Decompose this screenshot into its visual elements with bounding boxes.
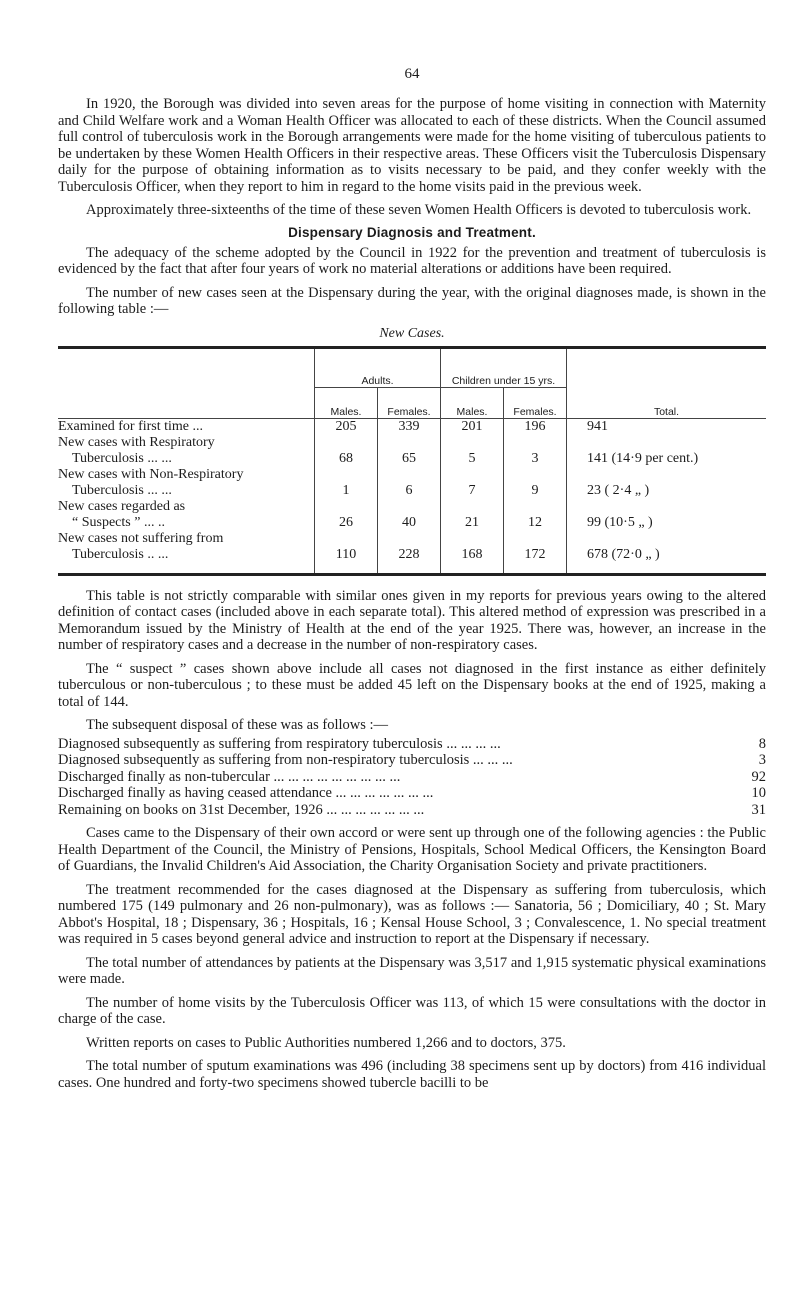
cell-total: 678 (72·0 „ ) bbox=[567, 531, 767, 575]
table-row bbox=[58, 419, 766, 435]
table-row bbox=[58, 531, 766, 575]
paragraph: The total number of sputum examinations was 496 (including 38 specimens sent up by doctors) from 416 individual cases. One hundred and forty-two specimens showed tubercle bacilli to be bbox=[58, 1058, 766, 1091]
cell-adult-females: 228 bbox=[378, 531, 441, 575]
row-dots: ... bbox=[192, 418, 204, 434]
cell-child-females: 196 bbox=[504, 419, 567, 435]
list-item-label: Diagnosed subsequently as suffering from non-respiratory tuberculosis ... ... ... bbox=[58, 752, 513, 768]
section-heading: Dispensary Diagnosis and Treatment. bbox=[288, 224, 536, 240]
cell-adult-females: 65 bbox=[378, 435, 441, 467]
list-item-label: Diagnosed subsequently as suffering from respiratory tuberculosis ... ... ... ... bbox=[58, 735, 501, 752]
cell-child-males: 201 bbox=[441, 419, 504, 435]
list-item bbox=[58, 785, 766, 802]
table-row bbox=[58, 499, 766, 531]
list-item-value: 3 bbox=[758, 752, 766, 768]
closing-section bbox=[58, 825, 766, 1091]
header-child-males: Males. bbox=[441, 387, 504, 418]
cell-adult-males: 26 bbox=[315, 499, 378, 531]
row-dots: ... ... bbox=[147, 482, 172, 498]
cell-adult-females: 6 bbox=[378, 467, 441, 499]
intro-section bbox=[58, 96, 766, 219]
paragraph: The adequacy of the scheme adopted by the Council in 1922 for the prevention and treatment of tuberculosis is evidenced by the fact that after four years of work no material alterations or additions have been required. bbox=[58, 244, 766, 277]
row-label-cont: “ Suspects ” bbox=[72, 514, 141, 530]
row-label-cont: Tuberculosis bbox=[72, 450, 144, 466]
cell-adult-males: 68 bbox=[315, 435, 378, 467]
cell-adult-females: 339 bbox=[378, 419, 441, 435]
cell-child-females: 172 bbox=[504, 531, 567, 575]
new-cases-table bbox=[58, 346, 766, 576]
list-item-value: 31 bbox=[751, 801, 766, 818]
cell-adult-males: 1 bbox=[315, 467, 378, 499]
cell-child-females: 9 bbox=[504, 467, 567, 499]
table-row bbox=[58, 435, 766, 467]
list-item-value: 10 bbox=[751, 785, 766, 801]
table-caption: New Cases. bbox=[379, 325, 445, 341]
row-label: Examined for first time bbox=[58, 418, 190, 434]
list-item bbox=[58, 752, 766, 769]
row-label: New cases regarded as bbox=[58, 498, 186, 514]
cell-total: 23 ( 2·4 „ ) bbox=[567, 467, 767, 499]
after-table-section bbox=[58, 588, 766, 734]
cell-child-females: 3 bbox=[504, 435, 567, 467]
disposal-list bbox=[58, 736, 766, 819]
cell-child-males: 168 bbox=[441, 531, 504, 575]
paragraph: The “ suspect ” cases shown above include all cases not diagnosed in the first instance as either definitely tuberculous or non-tuberculous ; to these must be added 45 left on the Dispensary books at the end of 1925, making a total of 144. bbox=[58, 660, 766, 710]
paragraph: In 1920, the Borough was divided into seven areas for the purpose of home visiting in connection with Maternity and Child Welfare work and a Woman Health Officer was allocated to each of these districts. When the Council assumed full control of tuberculosis work in the Borough arrangements were made for the home visiting of tuberculous patients to be undertaken by these Women Health Officers in their respective areas. These Officers visit the Tuberculosis Dispensary daily for the purpose of obtaining information as to visits necessary to be paid, and they confer weekly with the Tuberculosis Officer, when they report to him in regard to the home visits paid in the previous week. bbox=[58, 96, 766, 195]
paragraph: The subsequent disposal of these was as follows :— bbox=[86, 717, 389, 733]
row-label-cont: Tuberculosis bbox=[72, 482, 144, 498]
header-children: Children under 15 yrs. bbox=[441, 347, 567, 387]
cell-total: 141 (14·9 per cent.) bbox=[567, 435, 767, 467]
paragraph: The number of new cases seen at the Dispensary during the year, with the original diagnoses made, is shown in the following table :— bbox=[58, 284, 766, 317]
page-number: 64 bbox=[404, 66, 420, 82]
cell-child-males: 5 bbox=[441, 435, 504, 467]
paragraph: Approximately three-sixteenths of the time of these seven Women Health Officers is devoted to tuberculosis work. bbox=[86, 202, 752, 218]
header-adult-males: Males. bbox=[315, 387, 378, 418]
cell-adult-males: 110 bbox=[315, 531, 378, 575]
list-item bbox=[58, 802, 766, 819]
paragraph: The total number of attendances by patients at the Dispensary was 3,517 and 1,915 systematic physical examinations were made. bbox=[58, 954, 766, 987]
paragraph: This table is not strictly comparable with similar ones given in my reports for previous years owing to the altered definition of contact cases (included above in each separate total). This altered method of expression was prescribed in a Memorandum issued by the Ministry of Health at the end of the year 1925. There was, however, an increase in the number of respiratory cases and a decrease in the number of non-respiratory cases. bbox=[58, 587, 766, 653]
row-label-cont: Tuberculosis bbox=[72, 546, 144, 562]
row-label: New cases not suffering from bbox=[58, 530, 224, 546]
list-item-label: Discharged finally as having ceased attendance ... ... ... ... ... ... ... bbox=[58, 785, 434, 801]
cell-total: 941 bbox=[567, 419, 767, 435]
list-item-value: 8 bbox=[758, 735, 766, 752]
row-label: New cases with Non-Respiratory bbox=[58, 466, 244, 482]
paragraph: The number of home visits by the Tuberculosis Officer was 113, of which 15 were consultations with the doctor in charge of the case. bbox=[58, 994, 766, 1027]
list-item-label: Remaining on books on 31st December, 1926 ... ... ... ... ... ... ... bbox=[58, 801, 425, 818]
cell-total: 99 (10·5 „ ) bbox=[567, 499, 767, 531]
cell-child-females: 12 bbox=[504, 499, 567, 531]
row-dots: ... .. bbox=[143, 514, 165, 530]
list-item-value: 92 bbox=[751, 768, 766, 785]
document-page bbox=[58, 0, 766, 1091]
header-adult-females: Females. bbox=[378, 387, 441, 418]
paragraph: Cases came to the Dispensary of their own accord or were sent up through one of the following agencies : the Public Health Department of the Council, the Ministry of Pensions, Hospitals, School Medical Officers, the Kensington Board of Guardians, the Invalid Children's Aid Association, the Charity Organisation Society and private practitioners. bbox=[58, 825, 766, 874]
list-item-label: Discharged finally as non-tubercular ... ... ... ... ... ... ... ... ... bbox=[58, 768, 401, 785]
cell-child-males: 7 bbox=[441, 467, 504, 499]
row-label: New cases with Respiratory bbox=[58, 434, 215, 450]
header-adults: Adults. bbox=[315, 347, 441, 387]
list-item bbox=[58, 736, 766, 753]
table-row bbox=[58, 467, 766, 499]
paragraph: Written reports on cases to Public Authorities numbered 1,266 and to doctors, 375. bbox=[86, 1034, 566, 1051]
paragraph: The treatment recommended for the cases diagnosed at the Dispensary as suffering from tuberculosis, which numbered 175 (149 pulmonary and 26 non-pulmonary), was as follows :— Sanatoria, 56 ; Domiciliary, 40 ; St. Mary Abbot's Hospital, 18 ; Dispensary, 36 ; Hospitals, 16 ; Kensal House School, 3 ; Convalescence, 1. No special treatment was required in 5 cases beyond general advice and instruction to report at the Dispensary if necessary. bbox=[58, 881, 766, 947]
header-empty bbox=[58, 347, 315, 418]
cell-adult-females: 40 bbox=[378, 499, 441, 531]
row-dots: .. ... bbox=[147, 546, 169, 562]
header-child-females: Females. bbox=[504, 387, 567, 418]
cell-child-males: 21 bbox=[441, 499, 504, 531]
row-dots: ... ... bbox=[147, 450, 172, 466]
header-total: Total. bbox=[567, 347, 767, 418]
list-item bbox=[58, 769, 766, 786]
cell-adult-males: 205 bbox=[315, 419, 378, 435]
